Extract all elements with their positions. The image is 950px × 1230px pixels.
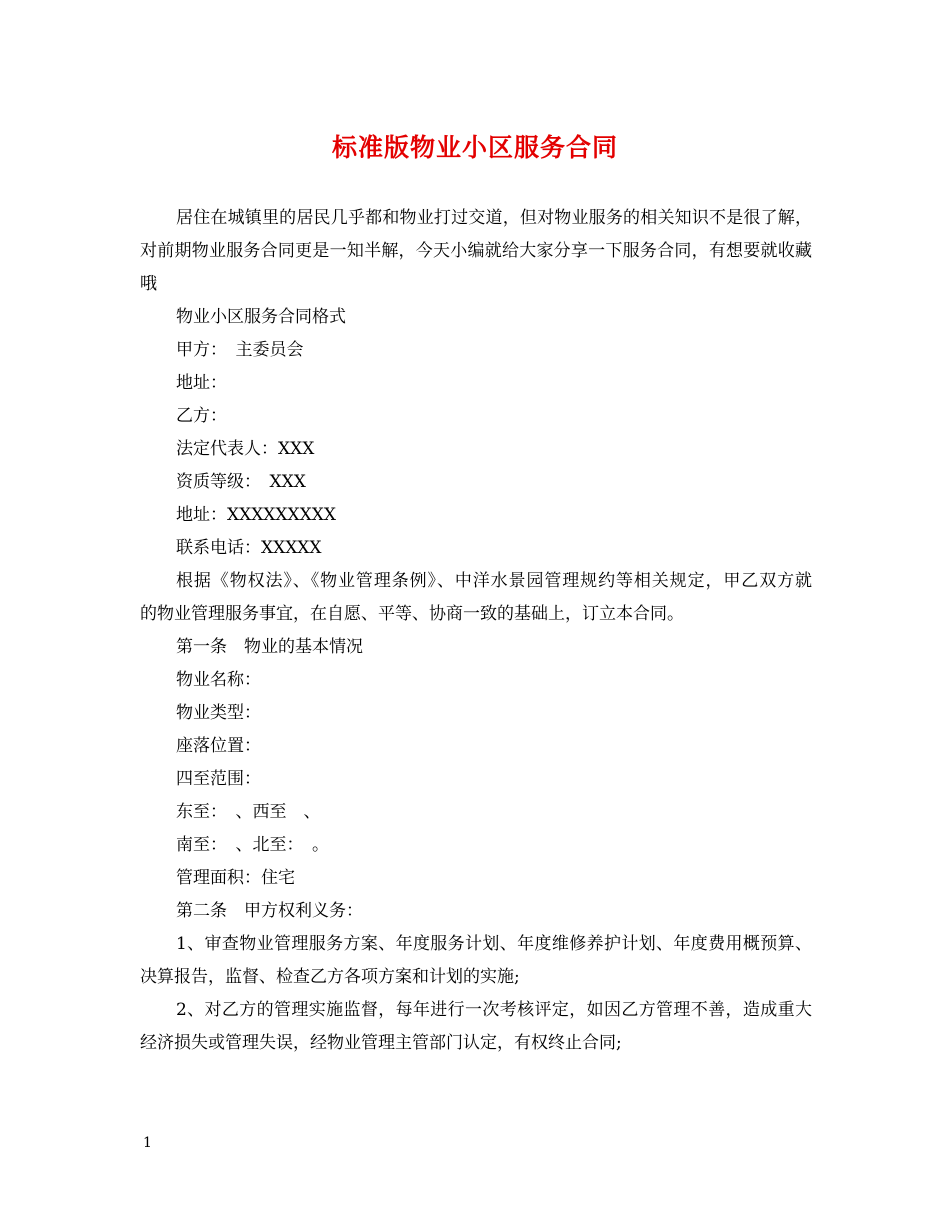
managed-area-line: 管理面积：住宅 xyxy=(176,868,295,888)
legal-rep-line: 法定代表人：XXX xyxy=(176,439,315,459)
south-north-line: 南至： 、北至： 。 xyxy=(176,835,329,855)
article1-heading: 第一条 物业的基本情况 xyxy=(176,637,363,657)
intro-paragraph: 居住在城镇里的居民几乎都和物业打过交道，但对物业服务的相关知识不是很了解，对前期物业服务合同更是一知半解，今天小编就给大家分享一下服务合同，有想要就收藏哦 xyxy=(140,208,812,294)
property-name-line: 物业名称： xyxy=(176,670,261,690)
address-b-line: 地址：XXXXXXXXX xyxy=(176,505,336,525)
article2-item-1: 1、审查物业管理服务方案、年度服务计划、年度维修养护计划、年度费用概预算、决算报告，监督、检查乙方各项方案和计划的实施; xyxy=(140,934,812,987)
document-body xyxy=(140,202,829,1060)
page-number: 1 xyxy=(143,1135,152,1151)
qualification-line: 资质等级： XXX xyxy=(176,472,306,492)
address-a-line: 地址： xyxy=(176,373,227,393)
basis-paragraph: 根据《物权法》、《物业管理条例》、中洋水景园管理规约等相关规定，甲乙双方就 的物业管理服务事宜，在自愿、平等、协商一致的基础上，订立本合同。 xyxy=(140,571,829,624)
location-line: 座落位置： xyxy=(176,736,261,756)
document-title: 标准版物业小区服务合同 xyxy=(331,133,618,162)
article2-item-2: 2、对乙方的管理实施监督，每年进行一次考核评定，如因乙方管理不善，造成重大经济损失或管理失误，经物业管理主管部门认定，有权终止合同; xyxy=(140,1000,812,1053)
format-heading: 物业小区服务合同格式 xyxy=(176,307,346,327)
party-a-line: 甲方： 主委员会 xyxy=(176,340,304,360)
east-west-line: 东至： 、西至 、 xyxy=(176,802,321,822)
article2-heading: 第二条 甲方权利义务： xyxy=(176,901,363,921)
boundaries-line: 四至范围： xyxy=(176,769,261,789)
party-b-line: 乙方： xyxy=(176,406,227,426)
property-type-line: 物业类型： xyxy=(176,703,261,723)
phone-line: 联系电话：XXXXX xyxy=(176,538,322,558)
